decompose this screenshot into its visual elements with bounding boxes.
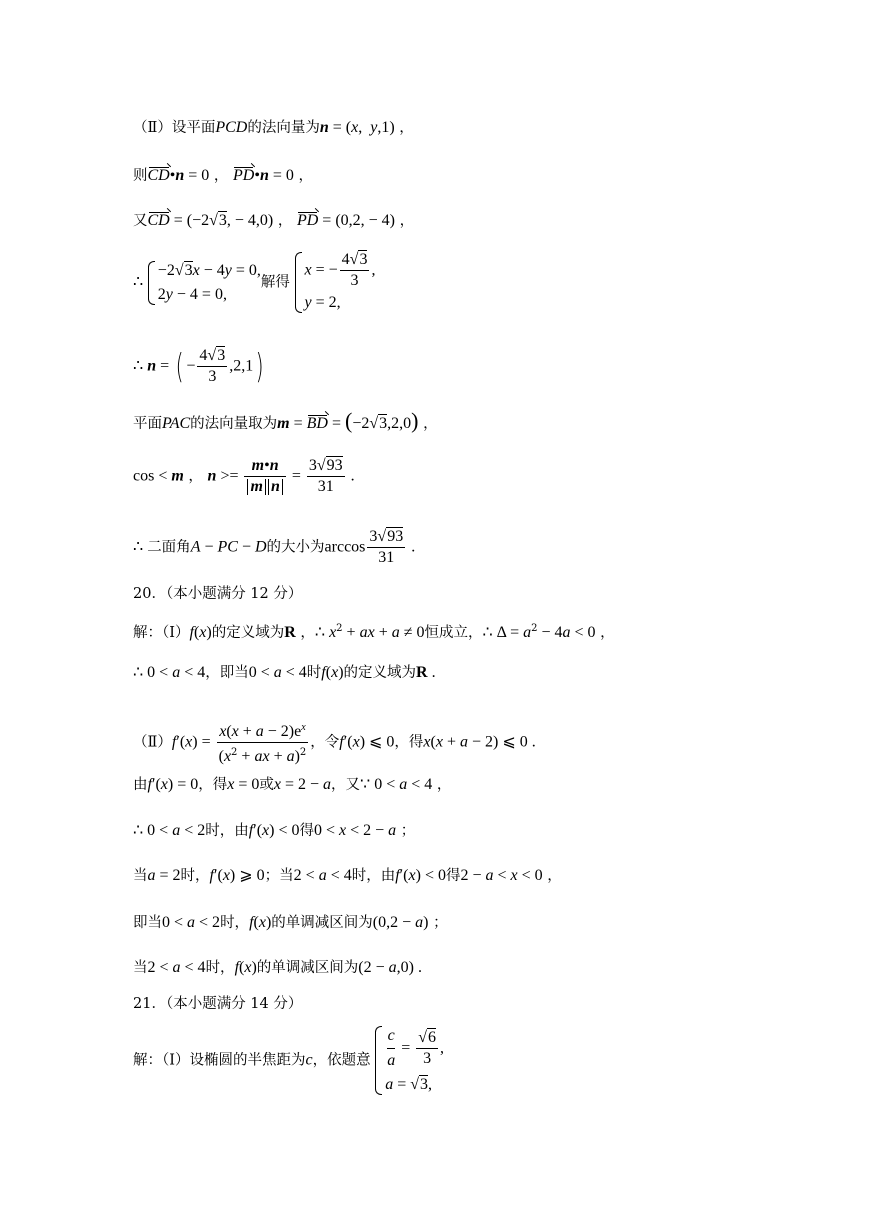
line-normal-vector-n: （Ⅱ）设平面PCD的法向量为n = (x, y,1) ， (133, 119, 414, 136)
line-system-solve: ∴ −2√3x − 4y = 0, 2y − 4 = 0, 解得 x = − $\frac{4√3}{3}$ , y = 2, (133, 250, 375, 315)
line-normal-vector-m: 平面PAC的法向量取为m = BD = (−2√3,2,0) ， (133, 408, 438, 433)
q20-heading: 20．（本小题满分 12 分） (133, 586, 303, 602)
q20-line-5: ∴ 0 < a < 2时，由f′(x) < 0得0 < x < 2 − a ； (133, 822, 416, 839)
line-cosine: cos < m ， n >= $\frac{m•n}{\text{m n}}$ = $\frac{3√93}{31}$ . (133, 457, 355, 495)
q20-line-8: 当2 < a < 4时，f(x)的单调减区间为(2 − a,0) . (133, 959, 422, 976)
q20-line-3: （Ⅱ）f′(x) = $\frac{x(x + a - 2)e^x}{(x^2 + ax + a)^2}$ ，令f′(x) ⩽ 0，得x(x + a − 2) ⩽ 0 . (133, 718, 536, 767)
q20-line-7: 即当0 < a < 2时，f(x)的单调减区间为(0,2 − a) ； (133, 914, 448, 931)
q20-line-4: 由f′(x) = 0，得x = 0或x = 2 − a，又∵ 0 < a < 4 ， (133, 776, 452, 793)
q20-line-6: 当a = 2时，f′(x) ⩾ 0；当2 < a < 4时，由f′(x) < 0得2 − a < x < 0 ， (133, 867, 562, 884)
line-n-result: ∴ n = ( − $\frac{4√3}{3}$ ,2,1) (133, 346, 264, 387)
q20-line-1: 解：（Ⅰ）f(x)的定义域为R ，∴ $x^2$ + ax + a ≠ 0恒成立，∴ $\Delta = a^2 - 4a < 0$ ， (133, 623, 615, 641)
line-vectors-cd-pd: 又CD = (−2√3, − 4,0) ， PD = (0,2, − 4) ， (133, 212, 415, 229)
line-dihedral-angle: ∴ 二面角A − PC − D的大小为arccos $\frac{3√93}{31}$ . (133, 528, 416, 566)
q21-heading: 21．（本小题满分 14 分） (133, 996, 303, 1012)
q20-line-2: ∴ 0 < a < 4，即当0 < a < 4时f(x)的定义域为R . (133, 664, 436, 681)
line-dot-products: 则CD•n = 0 ， PD•n = 0 ， (133, 167, 313, 184)
q21-line-1: 解：（Ⅰ）设椭圆的半焦距为c，依题意 $\frac{c}{a}$ = $\frac{√6}{3}$ , a = √3, (133, 1024, 444, 1097)
